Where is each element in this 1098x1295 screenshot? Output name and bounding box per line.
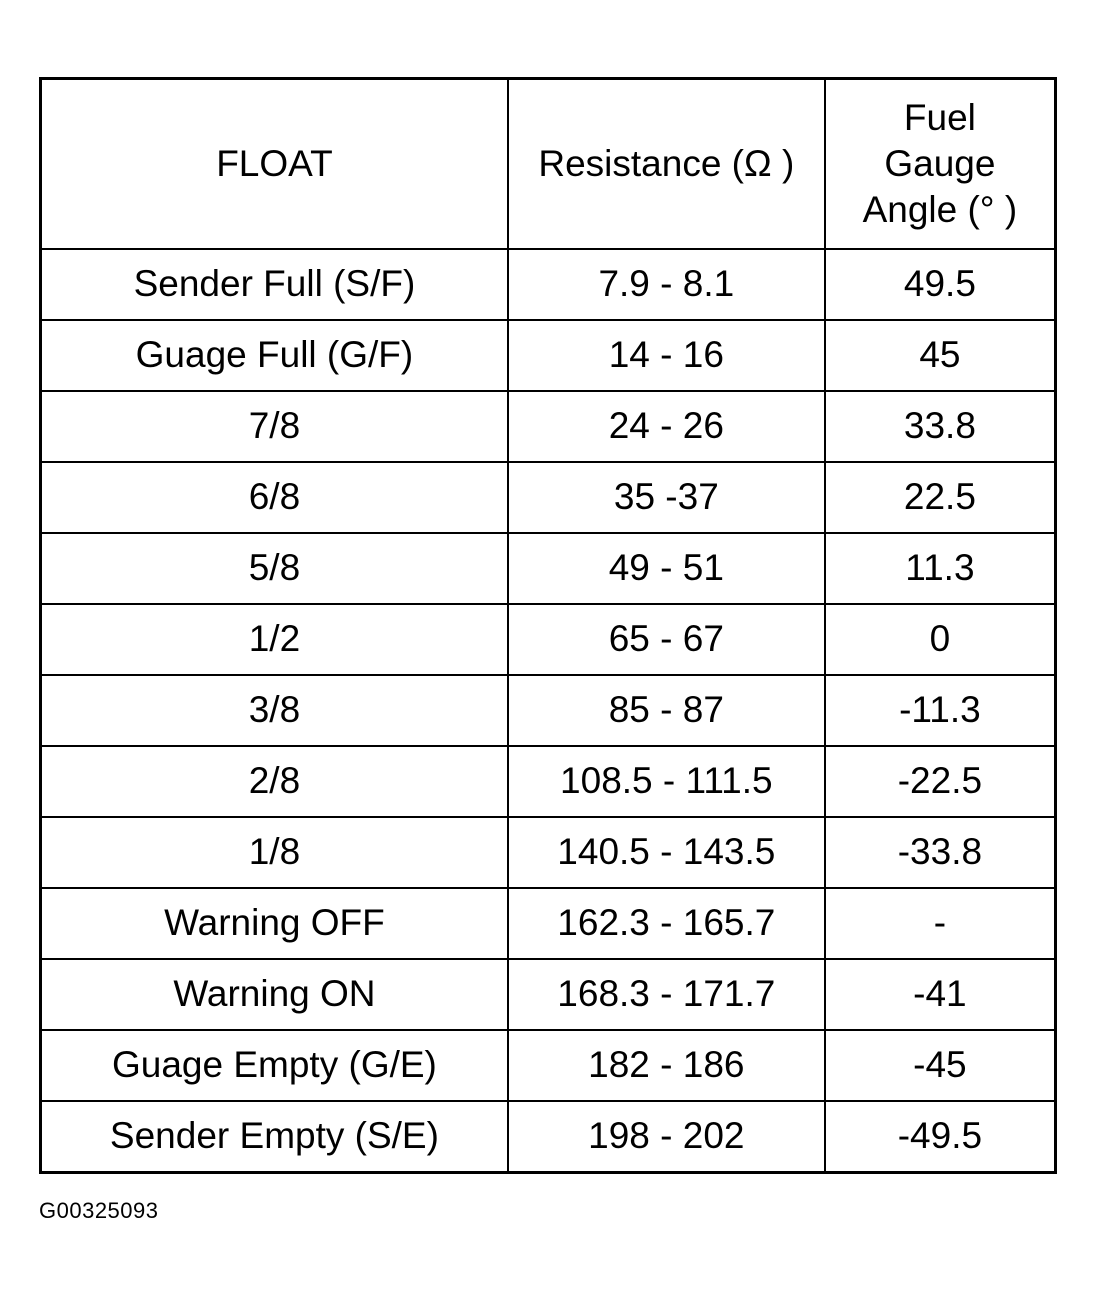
angle-cell: -11.3 xyxy=(825,675,1056,746)
angle-cell: 11.3 xyxy=(825,533,1056,604)
table-row xyxy=(41,391,1056,462)
header-angle-line-2: Gauge xyxy=(884,142,996,184)
table-header-row xyxy=(41,79,1056,250)
angle-cell: 0 xyxy=(825,604,1056,675)
resistance-cell: 65 - 67 xyxy=(508,604,825,675)
float-cell: 5/8 xyxy=(41,533,508,604)
angle-cell: 49.5 xyxy=(825,249,1056,320)
angle-cell: -45 xyxy=(825,1030,1056,1101)
header-angle-line-1: Fuel xyxy=(903,96,976,138)
angle-cell: - xyxy=(825,888,1056,959)
angle-cell: 33.8 xyxy=(825,391,1056,462)
resistance-cell: 140.5 - 143.5 xyxy=(508,817,825,888)
angle-cell: 22.5 xyxy=(825,462,1056,533)
table-row xyxy=(41,675,1056,746)
resistance-cell: 182 - 186 xyxy=(508,1030,825,1101)
resistance-cell: 7.9 - 8.1 xyxy=(508,249,825,320)
table-row xyxy=(41,249,1056,320)
resistance-cell: 85 - 87 xyxy=(508,675,825,746)
header-angle-line-3: Angle (° ) xyxy=(862,189,1018,231)
float-cell: Sender Empty (S/E) xyxy=(41,1101,508,1173)
float-cell: 6/8 xyxy=(41,462,508,533)
resistance-cell: 14 - 16 xyxy=(508,320,825,391)
table-row xyxy=(41,1030,1056,1101)
float-cell: 2/8 xyxy=(41,746,508,817)
figure-code: G00325093 xyxy=(39,1198,159,1223)
header-resistance: Resistance (Ω ) xyxy=(508,79,825,250)
table-row xyxy=(41,533,1056,604)
table-row xyxy=(41,817,1056,888)
table-row xyxy=(41,1101,1056,1173)
resistance-cell: 35 -37 xyxy=(508,462,825,533)
angle-cell: -33.8 xyxy=(825,817,1056,888)
float-cell: Sender Full (S/F) xyxy=(41,249,508,320)
table-row xyxy=(41,320,1056,391)
float-cell: 1/2 xyxy=(41,604,508,675)
resistance-cell: 198 - 202 xyxy=(508,1101,825,1173)
table-row xyxy=(41,746,1056,817)
fuel-gauge-spec-table xyxy=(39,77,1057,1174)
header-float: FLOAT xyxy=(41,79,508,250)
angle-cell: 45 xyxy=(825,320,1056,391)
table-row xyxy=(41,462,1056,533)
resistance-cell: 49 - 51 xyxy=(508,533,825,604)
resistance-cell: 108.5 - 111.5 xyxy=(508,746,825,817)
float-cell: 1/8 xyxy=(41,817,508,888)
resistance-cell: 168.3 - 171.7 xyxy=(508,959,825,1030)
table-row xyxy=(41,959,1056,1030)
angle-cell: -22.5 xyxy=(825,746,1056,817)
float-cell: Warning ON xyxy=(41,959,508,1030)
float-cell: Guage Empty (G/E) xyxy=(41,1030,508,1101)
float-cell: 3/8 xyxy=(41,675,508,746)
angle-cell: -41 xyxy=(825,959,1056,1030)
float-cell: Warning OFF xyxy=(41,888,508,959)
float-cell: 7/8 xyxy=(41,391,508,462)
angle-cell: -49.5 xyxy=(825,1101,1056,1173)
header-fuel-gauge-angle xyxy=(825,79,1056,250)
float-cell: Guage Full (G/F) xyxy=(41,320,508,391)
resistance-cell: 24 - 26 xyxy=(508,391,825,462)
table-row xyxy=(41,888,1056,959)
resistance-cell: 162.3 - 165.7 xyxy=(508,888,825,959)
table-row xyxy=(41,604,1056,675)
